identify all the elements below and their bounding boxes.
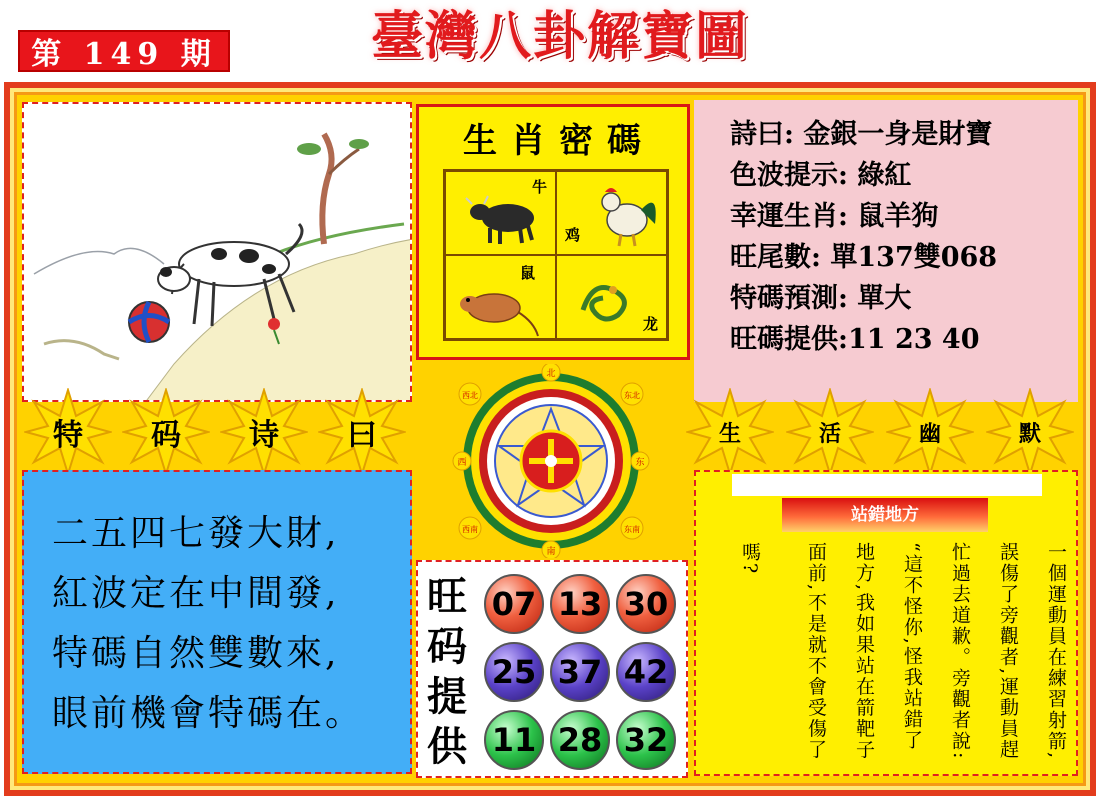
lucky-tail-numbers: 旺尾數: 單137雙068 — [730, 242, 998, 273]
star-badge — [318, 388, 406, 476]
zodiac-grid — [443, 169, 669, 341]
zodiac-cell-dragon — [556, 255, 667, 339]
rooster-icon — [589, 180, 669, 250]
number-ball: 28 — [550, 710, 610, 770]
star-label: 诗 — [249, 418, 279, 453]
number-ball: 30 — [616, 574, 676, 634]
poem-line: 詩曰: 金銀一身是財寶 — [730, 119, 993, 150]
direction-south: 南 — [546, 547, 556, 557]
illustration-panel — [22, 102, 412, 402]
direction-north: 北 — [546, 369, 556, 379]
direction-southeast: 东南 — [624, 525, 640, 534]
star-label: 曰 — [347, 418, 377, 453]
story-column: 一個運動員在練習射箭, — [1045, 542, 1067, 761]
lucky-numbers-label: 旺码提供 — [427, 573, 467, 770]
story-column: 誤傷了旁觀者,運動員趕 — [997, 542, 1019, 761]
verse-line: 特碼自然雙數來, — [52, 633, 340, 674]
ball-icon — [129, 302, 169, 342]
number-ball: 07 — [484, 574, 544, 634]
story-column: 面前,不是就不會受傷了 — [805, 542, 827, 761]
hot-numbers: 旺碼提供:11 23 40 — [730, 324, 980, 355]
verse-line: 紅波定在中間發, — [52, 573, 340, 614]
direction-northeast: 东北 — [624, 391, 640, 400]
number-ball: 13 — [550, 574, 610, 634]
story-column: 忙過去道歉。旁觀者說: — [949, 542, 971, 761]
lucky-zodiac: 幸運生肖: 鼠羊狗 — [730, 201, 939, 232]
dog-ball-illustration — [24, 104, 412, 402]
direction-northwest: 西北 — [462, 391, 478, 400]
star-badge — [686, 388, 774, 476]
zodiac-title: 生肖密碼 — [463, 121, 655, 161]
story-title: 站錯地方 — [782, 498, 988, 532]
star-label: 活 — [818, 420, 841, 447]
story-column: 地方,我如果站在箭靶子 — [853, 542, 875, 761]
zodiac-code-box — [416, 104, 690, 360]
star-badge — [986, 388, 1074, 476]
bagua-wheel — [440, 364, 662, 558]
story-column: 嗎? — [739, 542, 761, 576]
special-code-prediction: 特碼預測: 單大 — [730, 283, 912, 314]
story-column: “這不怪你,怪我站錯了 — [901, 542, 923, 751]
number-ball: 32 — [616, 710, 676, 770]
zodiac-cell-ox — [445, 171, 556, 255]
star-label: 生 — [718, 420, 741, 447]
number-ball: 11 — [484, 710, 544, 770]
direction-west: 西 — [457, 458, 467, 468]
star-label: 幽 — [918, 420, 941, 447]
poem-info-box — [694, 100, 1078, 402]
zodiac-label: 鸡 — [565, 226, 581, 244]
lucky-numbers-box — [416, 560, 688, 778]
dragon-icon — [573, 270, 643, 330]
ox-icon — [464, 188, 544, 248]
number-ball: 25 — [484, 642, 544, 702]
zodiac-label: 牛 — [531, 178, 547, 196]
star-badge — [24, 388, 112, 476]
star-badge — [886, 388, 974, 476]
star-badge — [786, 388, 874, 476]
page-title: 臺灣八卦解寶圖 — [370, 6, 749, 67]
direction-east: 东 — [635, 458, 645, 468]
issue-badge — [18, 30, 230, 72]
verse-line: 二五四七發大財, — [52, 513, 340, 554]
verse-box — [22, 470, 412, 774]
star-label: 特 — [53, 418, 83, 453]
story-box — [694, 470, 1078, 776]
verse-line: 眼前機會特碼在。 — [52, 693, 365, 734]
story-top-band — [732, 474, 1042, 496]
zodiac-label: 鼠 — [520, 264, 536, 282]
star-badge — [122, 388, 210, 476]
star-label: 码 — [151, 418, 181, 453]
zodiac-cell-rat — [445, 255, 556, 339]
issue-number: 第 149 期 — [31, 37, 217, 72]
star-badge — [220, 388, 308, 476]
number-ball: 37 — [550, 642, 610, 702]
star-label: 默 — [1018, 420, 1041, 447]
number-ball: 42 — [616, 642, 676, 702]
zodiac-cell-rooster — [556, 171, 667, 255]
rat-icon — [454, 278, 544, 338]
zodiac-label: 龙 — [642, 315, 658, 333]
bagua-icon — [440, 364, 662, 558]
color-wave-hint: 色波提示: 綠紅 — [730, 160, 912, 191]
direction-southwest: 西南 — [462, 525, 478, 534]
